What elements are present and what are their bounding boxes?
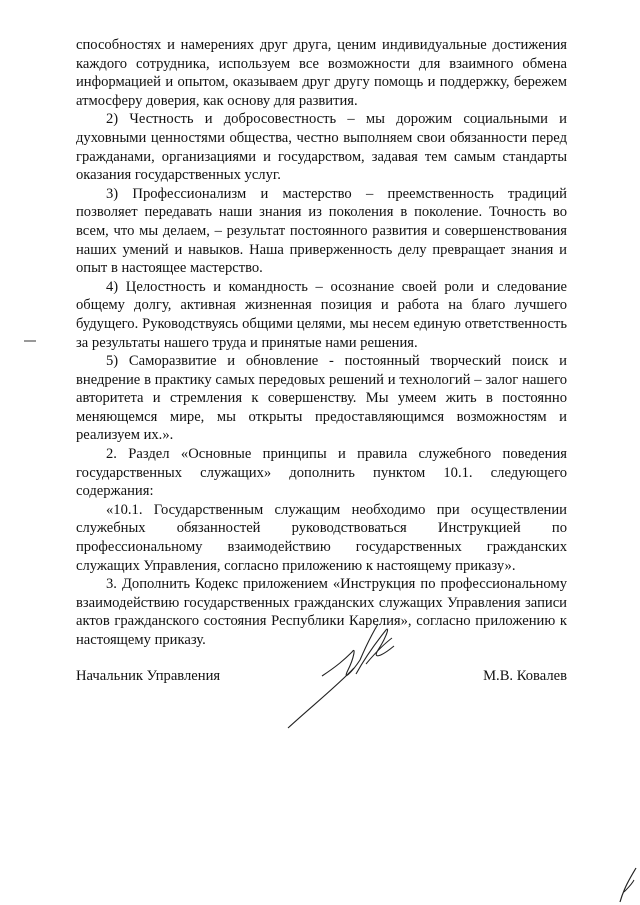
paragraph-item-2: 2) Честность и добросовестность – мы дорожим социальными и духовными ценностями общества, честно выполняем свои обязанности перед гражданами, организациями и государством, задавая тем самым стандарты оказания государственных услуг. (76, 111, 567, 184)
paragraph-item-5: 5) Саморазвитие и обновление - постоянный творческий поиск и внедрение в практику самых передовых решений и технологий – залог нашего авторитета и стремления к совершенству. Мы умеем жить в постоянно меняющемся мире, мы открыты предоставляющимся возможностям и реализуем их.». (76, 353, 567, 444)
paragraph-section-2: 2. Раздел «Основные принципы и правила служебного поведения государственных служащих» дополнить пунктом 10.1. следующего содержания: (76, 446, 567, 500)
paragraph-item-3: 3) Профессионализм и мастерство – преемственность традиций позволяет передавать наши знания из поколения в поколение. Точность во всем, что мы делаем, – результат постоянного развития и совершенствования наших умений и навыков. Наша приверженность делу превращает знания и опыт в настоящее мастерство. (76, 185, 567, 277)
signature-block (76, 668, 567, 692)
corner-pen-mark (606, 866, 640, 905)
margin-tick-mark (24, 340, 36, 342)
signer-name: М.В. Ковалев (483, 668, 567, 684)
paragraph-item-4: 4) Целостность и командность – осознание своей роли и следование общему долгу, активная жизненная позиция и работа на благо лучшего будущего. Руководствуясь общими целями, мы несем единую ответственность за результаты нашего труда и принятые нами решения. (76, 278, 567, 351)
signer-position: Начальник Управления (76, 668, 221, 684)
paragraph-quote-10-1: «10.1. Государственным служащим необходимо при осуществлении служебных обязанностей руководствоваться Инструкцией по профессиональному взаимодействию государственных гражданских служащих Управления, согласно приложению к настоящему приказу». (76, 501, 567, 574)
paragraph-continuation: способностях и намерениях друг друга, ценим индивидуальные достижения каждого сотрудника, используем все возможности для взаимного обмена информацией и опытом, оказываем друг другу помощь и поддержку, бережем атмосферу доверия, как основу для развития. (76, 37, 567, 109)
paragraph-section-3: 3. Дополнить Кодекс приложением «Инструкция по профессиональному взаимодействию государственных гражданских служащих Управления записи актов гражданского состояния Республики Карелия», согласно приложению к настоящему приказу. (76, 576, 567, 648)
document-body (76, 36, 567, 650)
